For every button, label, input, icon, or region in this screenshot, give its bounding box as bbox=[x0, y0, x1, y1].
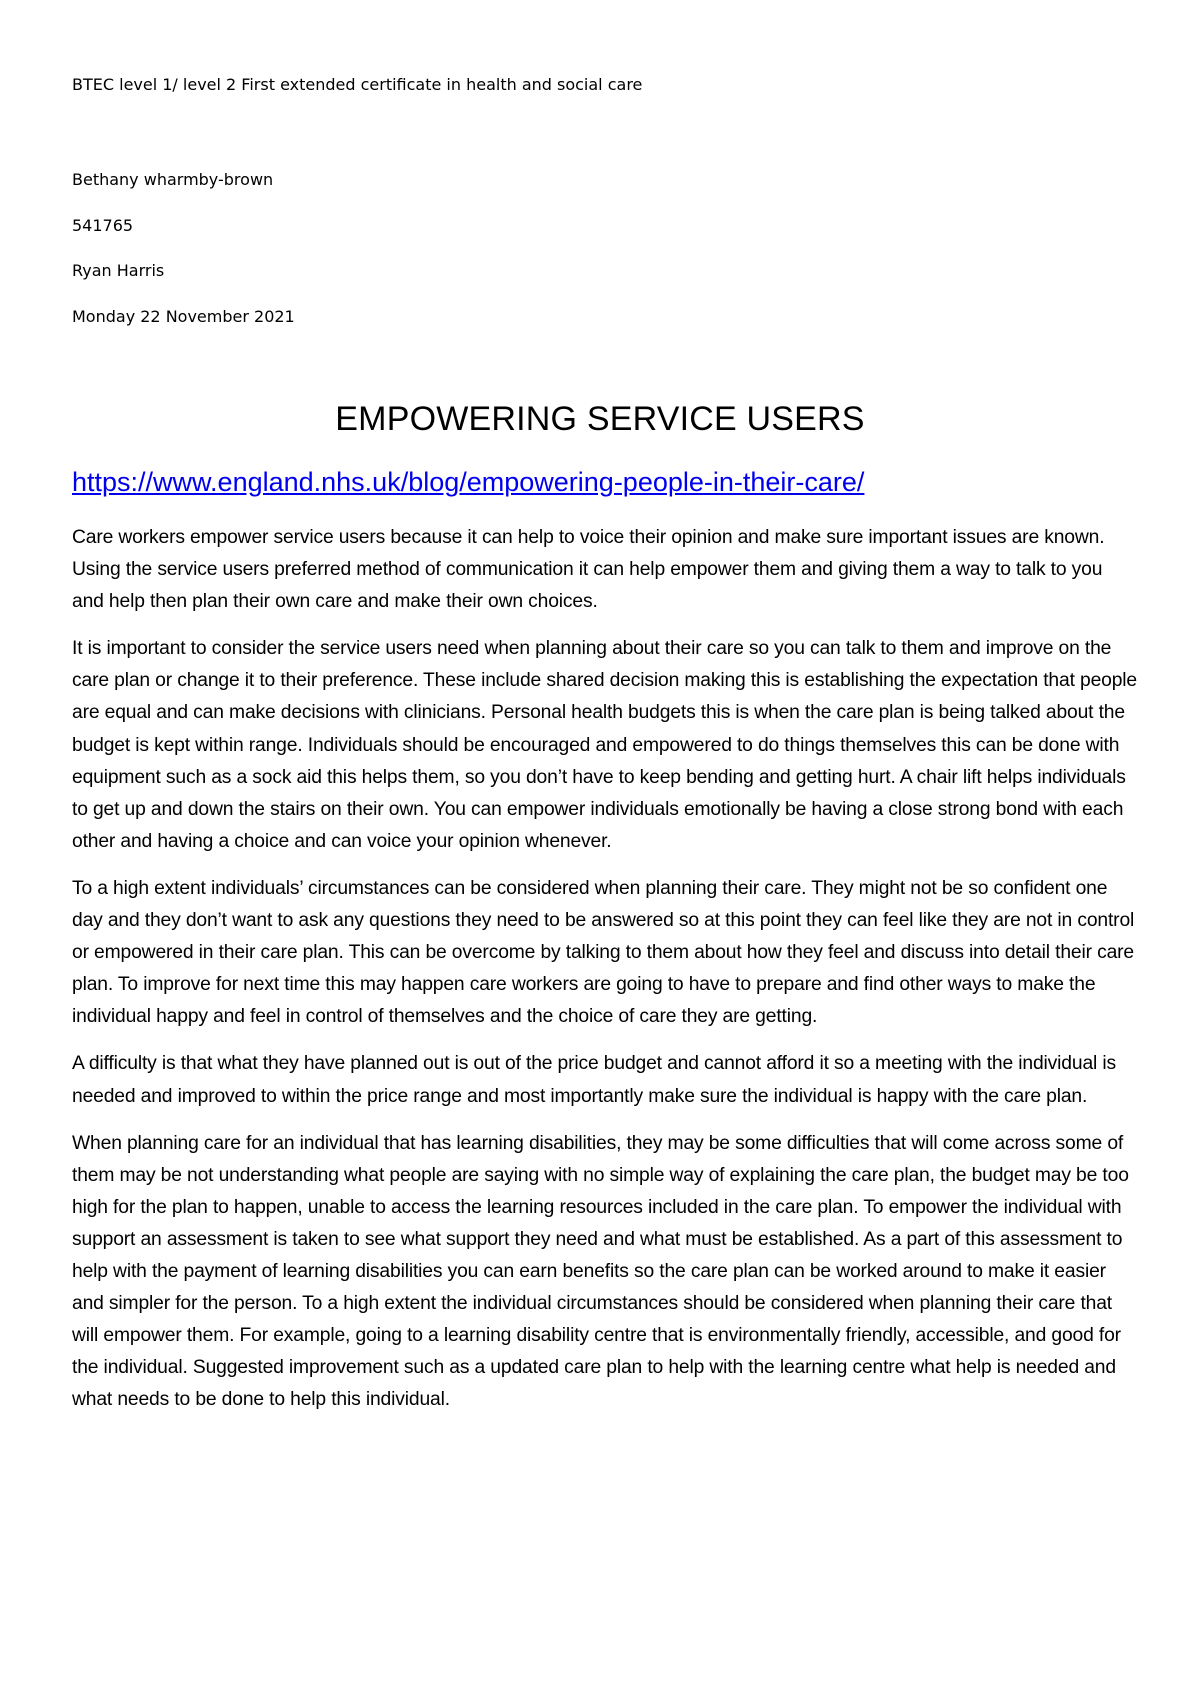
page-title: EMPOWERING SERVICE USERS bbox=[335, 400, 865, 438]
paragraph-5: When planning care for an individual that has learning disabilities, they may be some difficulties that will come across some of them may be not understanding what people are saying with no simple way of explaining the care plan, the budget may be too high for the plan to happen, unable to access the learning resources included in the care plan. To empower the individual with support an assessment is taken to see what support they need and what must be established. As a part of this assessment to help with the payment of learning disabilities you can earn benefits so the care plan can be worked around to make it easier and simpler for the person. To a high extent the individual circumstances should be considered when planning their care that will empower them. For example, going to a learning disability centre that is environmentally friendly, accessible, and good for the individual. Suggested improvement such as a updated care plan to help with the learning centre what help is needed and what needs to be done to help this individual. bbox=[72, 1132, 1129, 1411]
student-number: 541765 bbox=[72, 216, 134, 235]
document-date: Monday 22 November 2021 bbox=[72, 307, 295, 326]
source-link[interactable]: https://www.england.nhs.uk/blog/empowering-people-in-their-care/ bbox=[72, 467, 865, 497]
course-title: BTEC level 1/ level 2 First extended certificate in health and social care bbox=[72, 75, 643, 94]
paragraph-1: Care workers empower service users because it can help to voice their opinion and make sure important issues are known. Using the service users preferred method of communication it can help empower them and giving them a way to talk to you and help then plan their own care and make their own choices. bbox=[72, 527, 1105, 613]
document-body bbox=[72, 522, 1138, 1431]
paragraph-4: A difficulty is that what they have planned out is out of the price budget and cannot afford it so a meeting with the individual is needed and improved to within the price range and most importantly make sure the individual is happy with the care plan. bbox=[72, 1053, 1116, 1107]
paragraph-2: It is important to consider the service users need when planning about their care so you can talk to them and improve on the care plan or change it to their preference. These include shared decision making this is establishing the expectation that people are equal and can make decisions with clinicians. Personal health budgets this is when the care plan is being talked about the budget is kept within range. Individuals should be encouraged and empowered to do things themselves this can be done with equipment such as a sock aid this helps them, so you don’t have to keep bending and getting hurt. A chair lift helps individuals to get up and down the stairs on their own. You can empower individuals emotionally be having a close strong bond with each other and having a choice and can voice your opinion whenever. bbox=[72, 638, 1137, 852]
paragraph-3: To a high extent individuals’ circumstances can be considered when planning their care. They might not be so confident one day and they don’t want to ask any questions they need to be answered so at this point they can feel like they are not in control or empowered in their care plan. This can be overcome by talking to them about how they feel and discuss into detail their care plan. To improve for next time this may happen care workers are going to have to prepare and find other ways to make the individual happy and feel in control of themselves and the choice of care they are getting. bbox=[72, 877, 1135, 1028]
teacher-name: Ryan Harris bbox=[72, 261, 165, 280]
student-name: Bethany wharmby-brown bbox=[72, 170, 274, 189]
